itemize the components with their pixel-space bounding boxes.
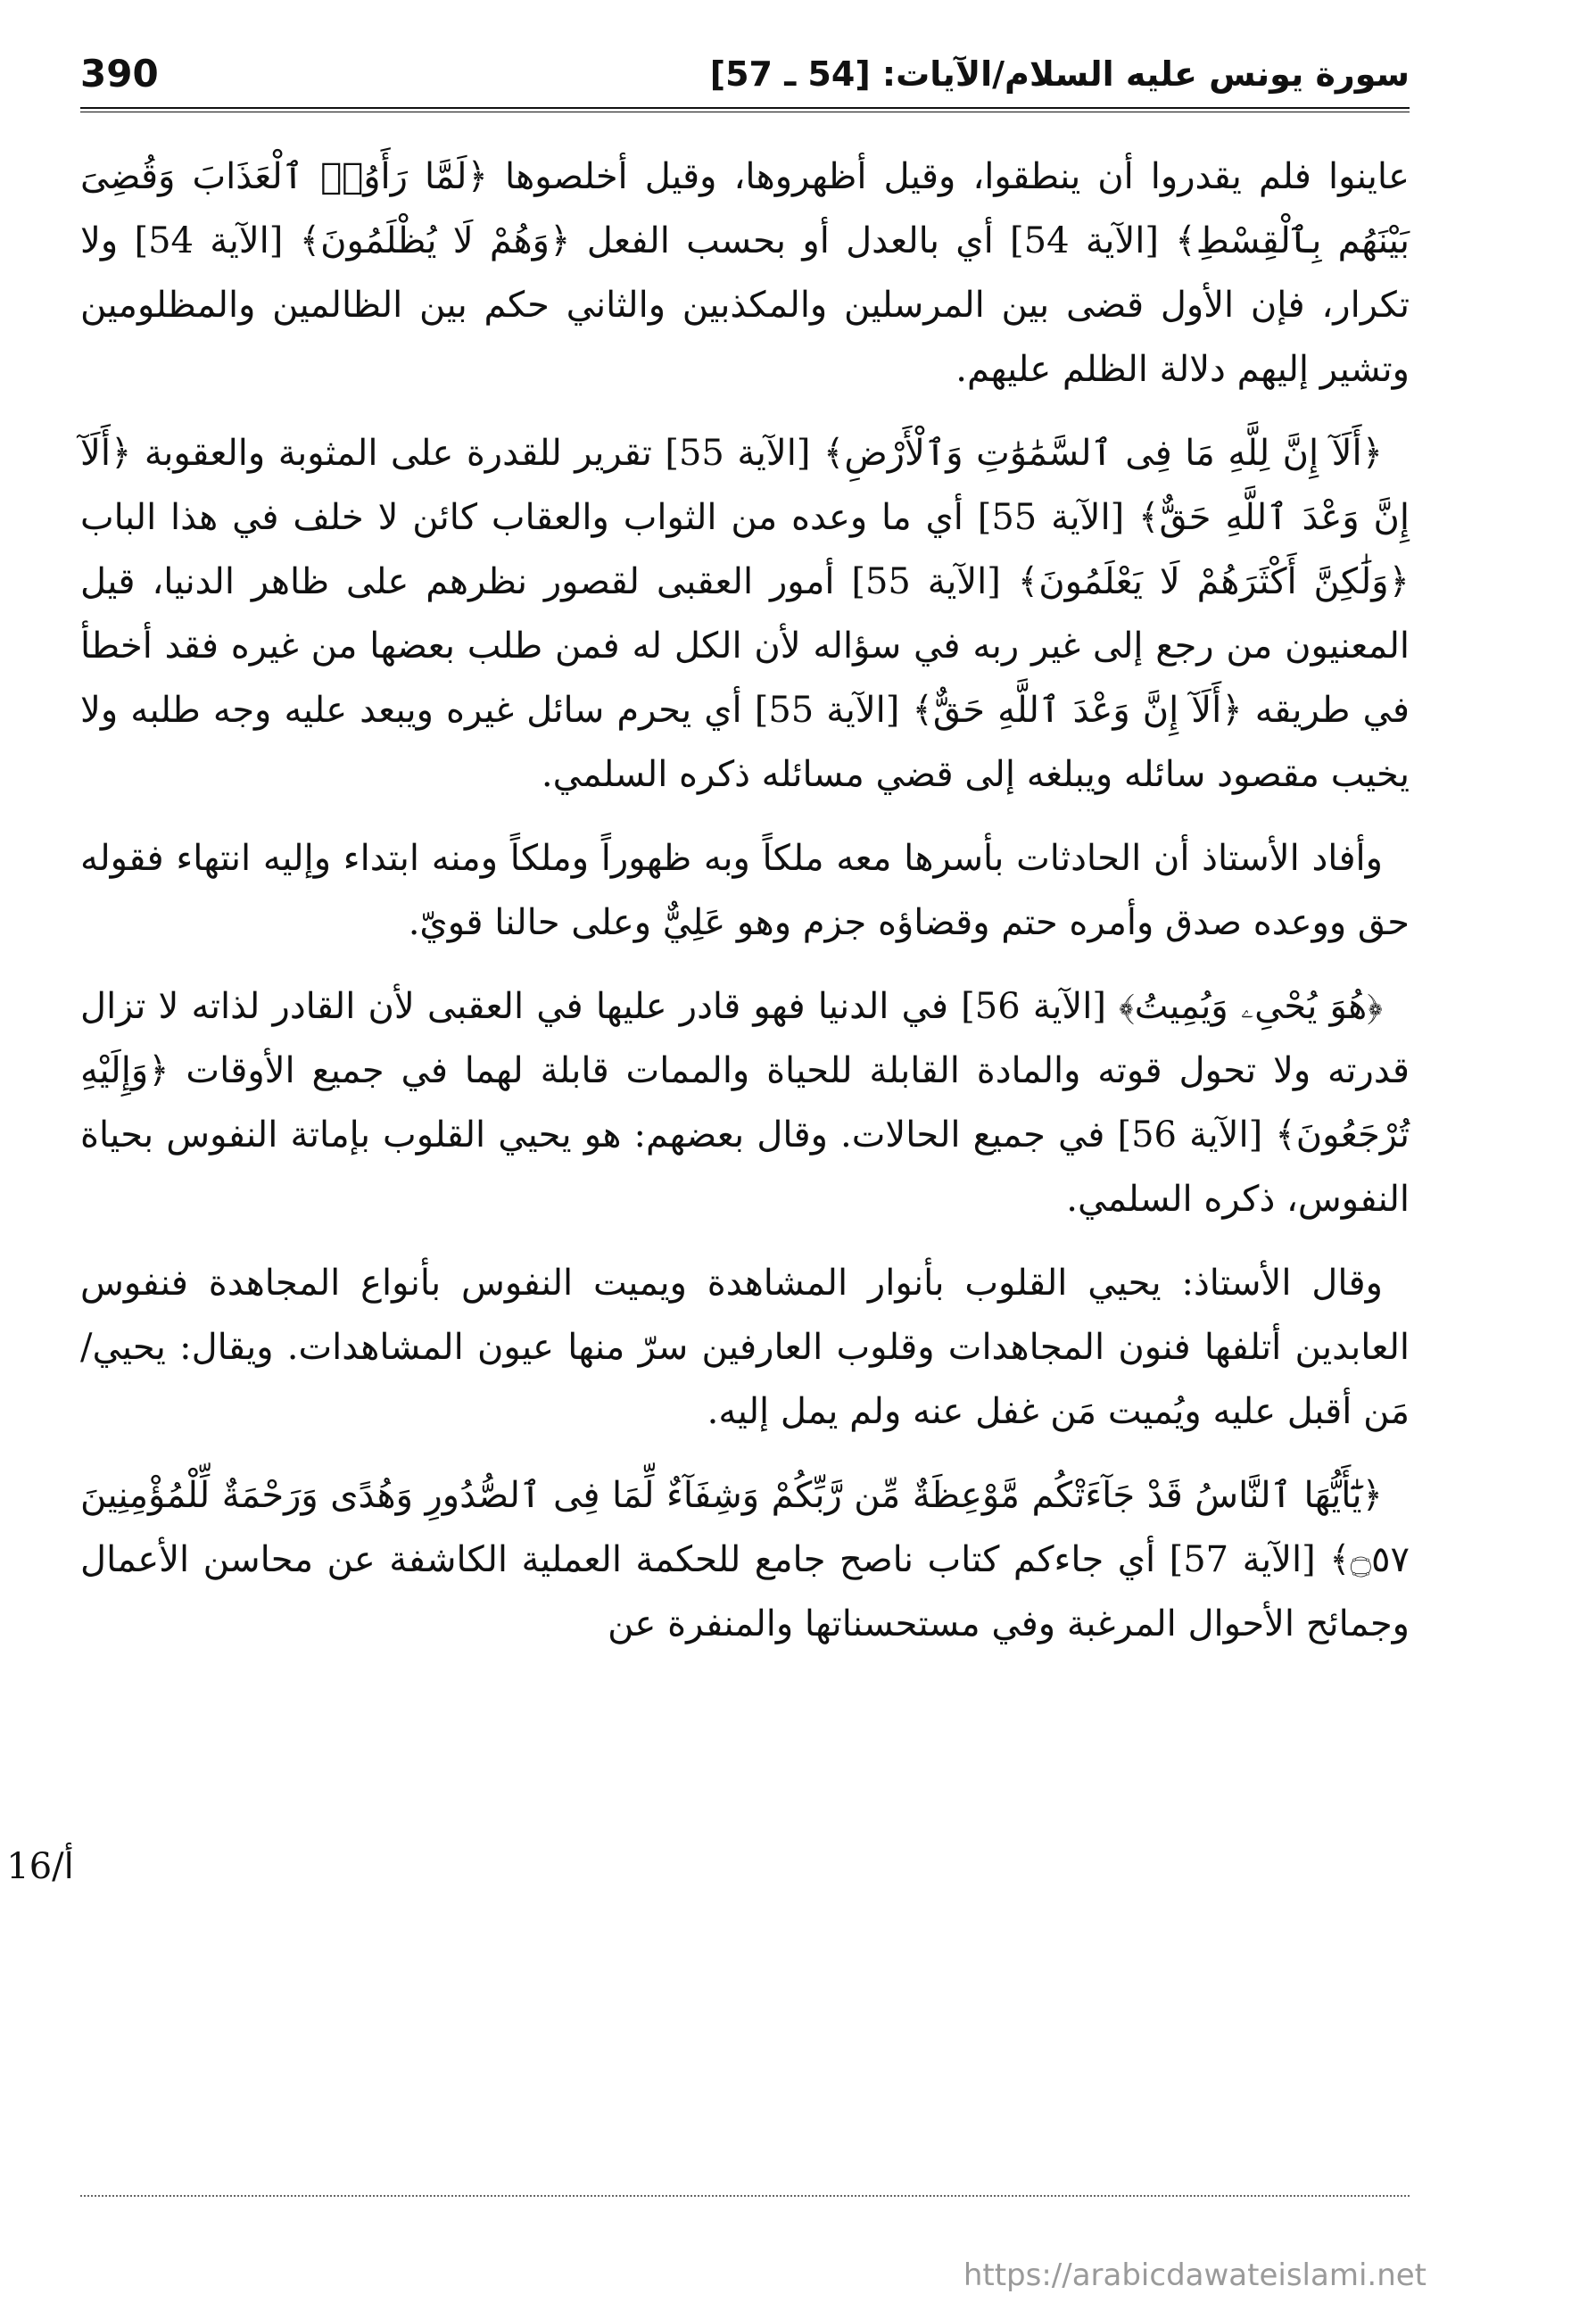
paragraph-2: ﴿أَلَآ إِنَّ لِلَّهِ مَا فِى ٱلسَّمَٰوَٰتِ وَٱلْأَرْضِ﴾ [الآية 55] تقرير للقدرة على المثوبة والعقوبة ﴿أَلَآ إِنَّ وَعْدَ ٱللَّهِ حَقٌّ﴾ [الآية 55] أي ما وعده من الثواب والعقاب كائن لا خلف في هذا الباب ﴿وَلَٰكِنَّ أَكْثَرَهُمْ لَا يَعْلَمُونَ﴾ [الآية 55] أمور العقبى لقصور نظرهم على ظاهر الدنيا، قيل المعنيون من رجع إلى غير ربه في سؤاله لأن الكل له فمن طلب بعضها من غيره فقد أخطأ في طريقه ﴿أَلَآ إِنَّ وَعْدَ ٱللَّهِ حَقٌّ﴾ [الآية 55] أي يحرم سائل غيره ويبعد عليه وجه طلبه ولا يخيب مقصود سائله ويبلغه إلى قضي مسائله ذكره السلمي. bbox=[80, 433, 1410, 795]
watermark-url: https://arabicdawateislami.net bbox=[963, 2257, 1426, 2293]
paragraph-6: ﴿يَٰٓأَيُّهَا ٱلنَّاسُ قَدْ جَآءَتْكُم مَّوْعِظَةٌ مِّن رَّبِّكُمْ وَشِفَآءٌ لِّمَا فِى ٱلصُّدُورِ وَهُدًى وَرَحْمَةٌ لِّلْمُؤْمِنِينَ ۝٥٧﴾ [الآية 57] أي جاءكم كتاب ناصح جامع للحكمة العملية الكاشفة عن محاسن الأعمال وجمائح الأحوال المرغبة وفي مستحسناتها والمنفرة عن bbox=[80, 1475, 1410, 1644]
paragraph-3: وأفاد الأستاذ أن الحادثات بأسرها معه ملكاً وبه ظهوراً وملكاً ومنه ابتداء وإليه انتهاء فقوله حق ووعده صدق وأمره حتم وقضاؤه جزم وهو عَلِيٌّ وعلى حالنا قويّ. bbox=[80, 838, 1410, 943]
body-text bbox=[80, 145, 1410, 1676]
paragraph-5: وقال الأستاذ: يحيي القلوب بأنوار المشاهدة ويميت النفوس بأنواع المجاهدة فنفوس العابدين أتلفها فنون المجاهدات وقلوب العارفين سرّ منها عيون المشاهدات. ويقال: يحيي/ مَن أقبل عليه ويُميت مَن غفل عنه ولم يمل إليه. bbox=[80, 1263, 1410, 1432]
header-rule bbox=[80, 107, 1410, 109]
dotted-rule bbox=[80, 2195, 1410, 2197]
paragraph-1: عاينوا فلم يقدروا أن ينطقوا، وقيل أظهروها، وقيل أخلصوها ﴿لَمَّا رَأَوُا۟ ٱلْعَذَابَ وَقُضِىَ بَيْنَهُم بِٱلْقِسْطِ﴾ [الآية 54] أي بالعدل أو بحسب الفعل ﴿وَهُمْ لَا يُظْلَمُونَ﴾ [الآية 54] ولا تكرار، فإن الأول قضى بين المرسلين والمكذبين والثاني حكم بين الظالمين والمظلومين وتشير إليهم دلالة الظلم عليهم. bbox=[80, 156, 1410, 390]
running-title: سورة يونس عليه السلام/الآيات: [54 ـ 57] bbox=[709, 54, 1410, 94]
manuscript-folio-reference: 16/أ bbox=[6, 1846, 74, 1887]
paragraph-4: ﴿هُوَ يُحْىِۦ وَيُمِيتُ﴾ [الآية 56] في الدنيا فهو قادر عليها في العقبى لأن القادر لذاته لا تزال قدرته ولا تحول قوته والمادة القابلة للحياة والممات قابلة لهما في جميع الأوقات ﴿وَإِلَيْهِ تُرْجَعُونَ﴾ [الآية 56] في جميع الحالات. وقال بعضهم: هو يحيي القلوب بإماتة النفوس بحياة النفوس، ذكره السلمي. bbox=[80, 986, 1410, 1220]
page-number: 390 bbox=[80, 52, 159, 95]
page-header bbox=[80, 52, 1410, 105]
